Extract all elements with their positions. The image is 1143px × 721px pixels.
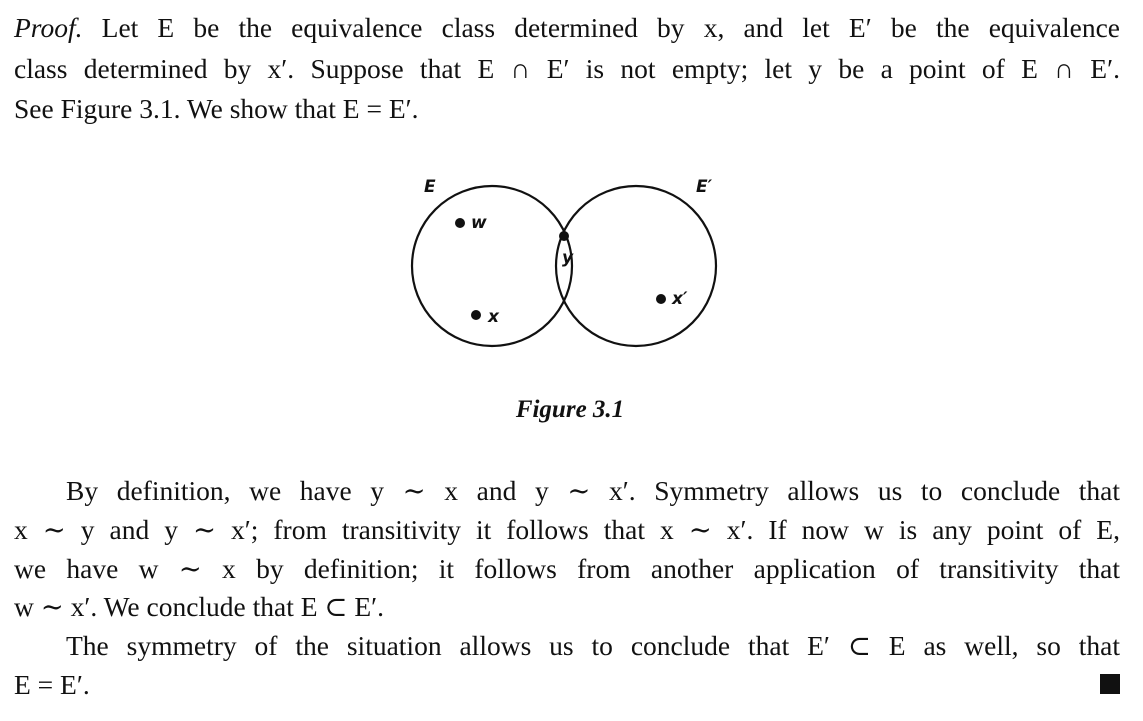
point-x-dot [471,310,481,320]
circle-e-prime [556,186,716,346]
point-w-dot [455,218,465,228]
label-e-prime: E′ [696,177,713,197]
point-w-label: w [471,213,487,233]
proof-line-1-text: Let E be the equivalence class determined by x, and let E′ be the equivalence [101,12,1121,43]
label-e: E [424,177,436,197]
proof-label: Proof. [14,12,83,43]
para1-line-4: w ∼ x′. We conclude that E ⊂ E′. [14,591,385,622]
figure-caption: Figure 3.1 [515,396,625,423]
para1-line-2: x ∼ y and y ∼ x′; from transitivity it follows that x ∼ x′. If now w is any point of E, [14,514,1120,545]
point-y-label: y [562,248,574,268]
proof-line-3: See Figure 3.1. We show that E = E′. [14,93,419,124]
para2-line-2: E = E′. [14,669,90,700]
para1-line-3: we have w ∼ x by definition; it follows from another application of transitivity that [14,553,1120,584]
point-y-dot [559,231,569,241]
proof-line-1 [14,10,1120,46]
point-x-prime-label: x′ [672,289,688,309]
venn-diagram [400,166,730,366]
point-x-prime-dot [656,294,666,304]
point-x-label: x [488,307,499,327]
proof-line-2: class determined by x′. Suppose that E ∩ E′ is not empty; let y be a point of E ∩ E′. [14,53,1120,84]
para1-line-1: By definition, we have y ∼ x and y ∼ x′. Symmetry allows us to conclude that [66,475,1120,506]
qed-square-icon [1100,674,1120,694]
para2-line-1: The symmetry of the situation allows us to conclude that E′ ⊂ E as well, so that [66,630,1120,661]
